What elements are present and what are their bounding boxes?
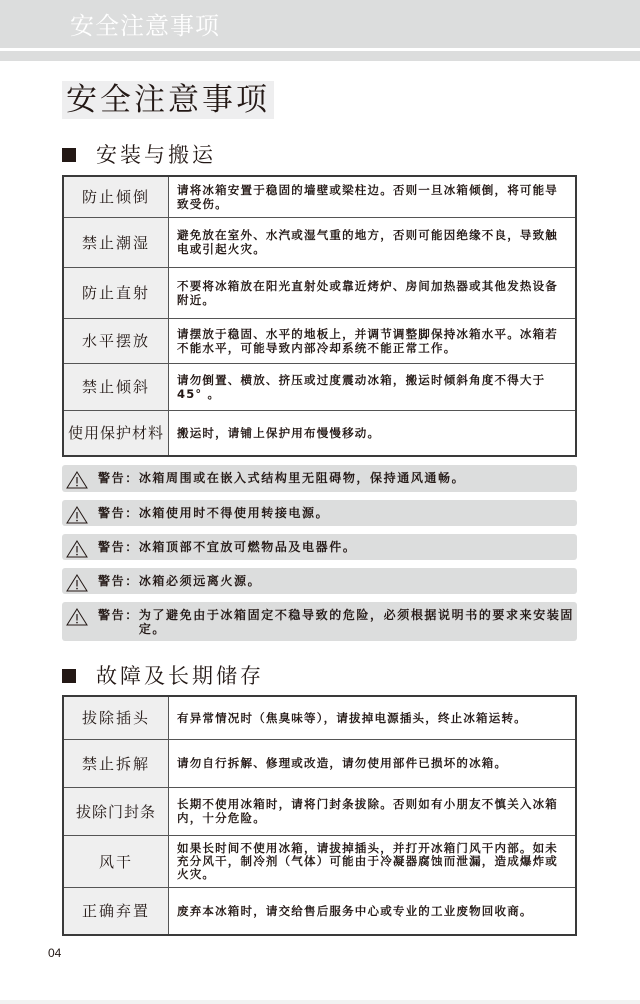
warning-text: 为了避免由于冰箱固定不稳导致的危险，必须根据说明书的要求来安装固定。: [138, 608, 575, 636]
warning-label: 警告：: [98, 506, 139, 520]
square-bullet-icon: [62, 148, 76, 162]
table-row: [63, 363, 576, 410]
row-value: 请将冰箱安置于稳固的墙壁或梁柱边。否则一旦冰箱倾倒，将可能导致受伤。: [169, 176, 577, 217]
warning-label: 警告：: [98, 574, 139, 588]
row-value: 请勿倒置、横放、挤压或过度震动冰箱，搬运时倾斜角度不得大于45° 。: [169, 363, 577, 410]
warning-triangle-icon: [66, 506, 88, 524]
section-heading-label: 故障及长期储存: [96, 664, 264, 688]
table-row: [63, 887, 576, 935]
row-key: 禁止潮湿: [63, 217, 169, 267]
page-title: 安全注意事项: [62, 81, 274, 119]
row-value: 废弃本冰箱时，请交给售后服务中心或专业的工业废物回收商。: [169, 887, 577, 935]
row-key: 拔除门封条: [63, 787, 169, 835]
row-value: 有异常情况时（焦臭味等），请拔掉电源插头，终止冰箱运转。: [169, 696, 577, 739]
storage-table: [62, 695, 577, 936]
warning-bar: [62, 568, 577, 594]
install-table: [62, 175, 577, 457]
row-key: 防止直射: [63, 267, 169, 318]
row-value: 避免放在室外、水汽或湿气重的地方，否则可能因绝缘不良，导致触电或引起火灾。: [169, 217, 577, 267]
table-row: [63, 835, 576, 887]
table-row: [63, 410, 576, 456]
warning-bar: [62, 465, 577, 492]
table-row: [63, 217, 576, 267]
warning-text: 冰箱必须远离火源。: [138, 574, 262, 588]
warning-triangle-icon: [66, 471, 88, 489]
row-key: 禁止倾斜: [63, 363, 169, 410]
page-number: 04: [48, 946, 62, 960]
warning-bar: [62, 602, 577, 641]
table-row: [63, 787, 576, 835]
row-key: 使用保护材料: [63, 410, 169, 456]
row-key: 水平摆放: [63, 318, 169, 363]
warning-triangle-icon: [66, 608, 88, 626]
section-heading-storage: [62, 663, 264, 689]
warning-text: 冰箱顶部不宜放可燃物品及电器件。: [138, 540, 357, 554]
row-key: 防止倾倒: [63, 176, 169, 217]
table-row: [63, 267, 576, 318]
row-value: 如果长时间不使用冰箱，请拔掉插头，并打开冰箱门风干内部。如未充分风干，制冷剂（气体）可能由于冷凝器腐蚀而泄漏，造成爆炸或火灾。: [169, 835, 577, 887]
table-row: [63, 696, 576, 739]
warning-label: 警告：: [98, 471, 139, 485]
warning-label: 警告：: [98, 608, 139, 622]
row-key: 风干: [63, 835, 169, 887]
warning-text: 冰箱周围或在嵌入式结构里无阻碍物，保持通风通畅。: [138, 471, 466, 485]
table-row: [63, 176, 576, 217]
header-title: 安全注意事项: [70, 12, 220, 40]
header-band: [0, 0, 640, 48]
warning-bar: [62, 500, 577, 526]
table-row: [63, 739, 576, 787]
table-row: [63, 318, 576, 363]
square-bullet-icon: [62, 669, 76, 683]
row-value: 搬运时，请铺上保护用布慢慢移动。: [169, 410, 577, 456]
warning-text: 冰箱使用时不得使用转接电源。: [138, 506, 330, 520]
row-key: 拔除插头: [63, 696, 169, 739]
row-value: 不要将冰箱放在阳光直射处或靠近烤炉、房间加热器或其他发热设备附近。: [169, 267, 577, 318]
row-key: 禁止拆解: [63, 739, 169, 787]
row-key: 正确弃置: [63, 887, 169, 935]
warning-triangle-icon: [66, 574, 88, 592]
section-heading-label: 安装与搬运: [96, 143, 216, 167]
bottom-band: [0, 1000, 640, 1004]
header-band-lower: [0, 51, 640, 61]
warning-label: 警告：: [98, 540, 139, 554]
warning-triangle-icon: [66, 540, 88, 558]
row-value: 长期不使用冰箱时，请将门封条拔除。否则如有小朋友不慎关入冰箱内，十分危险。: [169, 787, 577, 835]
warning-bar: [62, 534, 577, 560]
section-heading-install: [62, 142, 216, 168]
row-value: 请摆放于稳固、水平的地板上，并调节调整脚保持冰箱水平。冰箱若不能水平，可能导致内部冷却系统不能正常工作。: [169, 318, 577, 363]
row-value: 请勿自行拆解、修理或改造，请勿使用部件已损坏的冰箱。: [169, 739, 577, 787]
